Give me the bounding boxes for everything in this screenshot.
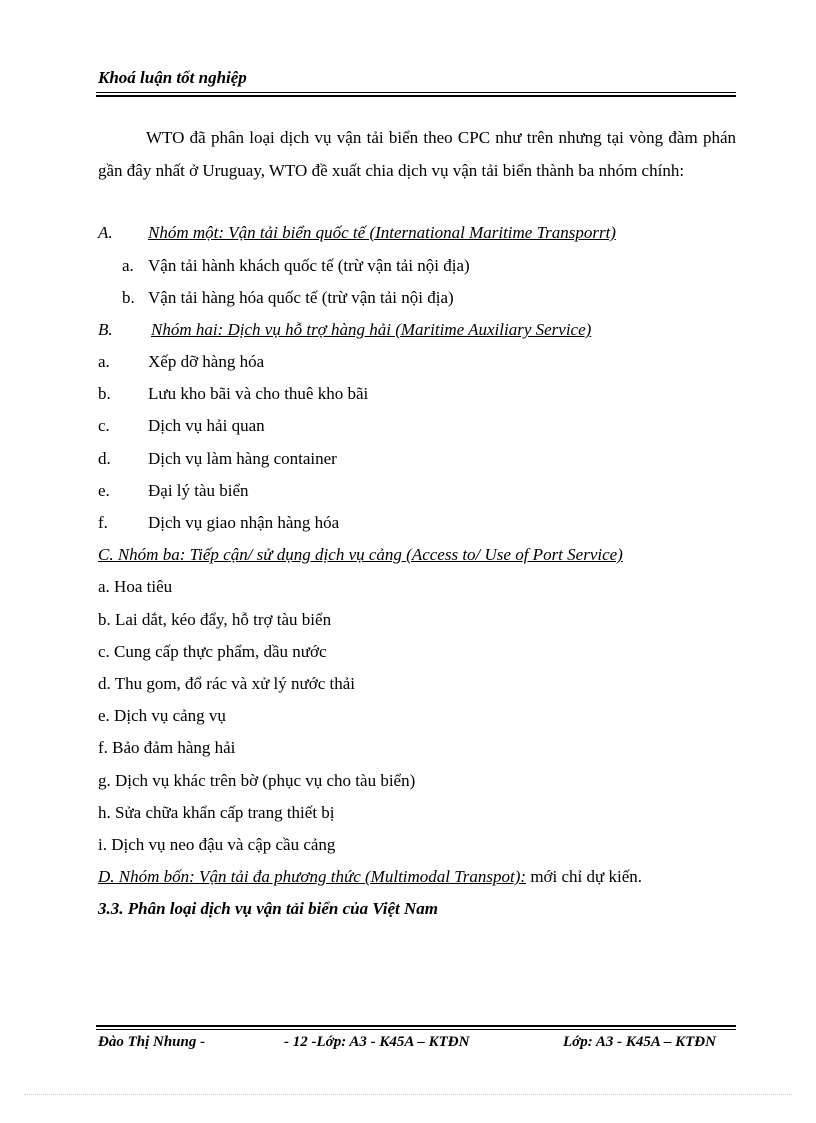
item-text: Vận tải hành khách quốc tế (trừ vận tải nội địa): [148, 256, 470, 275]
list-item: g. Dịch vụ khác trên bờ (phục vụ cho tàu biển): [98, 771, 416, 790]
list-item: [98, 512, 339, 534]
list-item: a. Hoa tiêu: [98, 577, 173, 596]
item-marker: b.: [122, 288, 135, 307]
footer-rule-thick: [96, 1025, 736, 1027]
group-d-heading: [98, 866, 642, 888]
item-text: Dịch vụ làm hàng container: [148, 449, 337, 468]
group-a-marker: A.: [98, 223, 113, 242]
page-edge-divider: [24, 1094, 792, 1095]
footer-author: Đào Thị Nhung -: [98, 1034, 206, 1050]
group-a-title: Nhóm một: Vận tải biển quốc tế (International Maritime Transporrt): [148, 223, 616, 242]
group-a-heading: [98, 222, 616, 244]
item-marker: f.: [98, 513, 108, 532]
list-item: f. Bảo đảm hàng hải: [98, 738, 236, 757]
list-item: i. Dịch vụ neo đậu và cập cầu cảng: [98, 835, 336, 854]
item-text: Dịch vụ hải quan: [148, 416, 265, 435]
item-marker: a.: [98, 352, 110, 371]
item-text: Lưu kho bãi và cho thuê kho bãi: [148, 384, 369, 403]
header-title: Khoá luận tốt nghiệp: [98, 68, 247, 87]
group-b-marker: B.: [98, 320, 113, 339]
item-text: Xếp dỡ hàng hóa: [148, 352, 265, 371]
header-rule-thick: [96, 95, 736, 97]
item-text: Dịch vụ giao nhận hàng hóa: [148, 513, 340, 532]
header-rule: [96, 92, 736, 93]
item-marker: a.: [122, 256, 134, 275]
item-text: Vận tải hàng hóa quốc tế (trừ vận tải nội địa): [148, 288, 454, 307]
list-item: [98, 480, 249, 502]
list-item: [98, 383, 368, 405]
item-marker: b.: [98, 384, 111, 403]
item-marker: d.: [98, 449, 111, 468]
list-item: [98, 415, 265, 437]
item-marker: c.: [98, 416, 110, 435]
footer-class: Lớp: A3 - K45A – KTĐN: [563, 1034, 716, 1050]
list-item: [122, 287, 454, 309]
footer-rule: [96, 1029, 736, 1030]
group-b-title: Nhóm hai: Dịch vụ hỗ trợ hàng hải (Maritime Auxiliary Service): [151, 320, 592, 339]
footer-page: - 12 -Lớp: A3 - K45A – KTĐN: [284, 1034, 470, 1050]
group-c-heading: C. Nhóm ba: Tiếp cận/ sử dụng dịch vụ cảng (Access to/ Use of Port Service): [98, 545, 623, 564]
item-marker: e.: [98, 481, 110, 500]
list-item: [98, 351, 264, 373]
list-item: h. Sửa chữa khẩn cấp trang thiết bị: [98, 803, 335, 822]
list-item: b. Lai dắt, kéo đẩy, hỗ trợ tàu biển: [98, 610, 332, 629]
list-item: e. Dịch vụ cảng vụ: [98, 706, 226, 725]
group-b-heading: [98, 319, 591, 341]
section-heading: 3.3. Phân loại dịch vụ vận tải biển của Việt Nam: [98, 899, 439, 918]
intro-paragraph: WTO đã phân loại dịch vụ vận tải biển theo CPC như trên nhưng tại vòng đàm phán gần đây nhất ở Uruguay, WTO đề xuất chia dịch vụ vận tải biển thành ba nhóm chính:: [98, 128, 736, 180]
list-item: c. Cung cấp thực phẩm, dầu nước: [98, 642, 327, 661]
list-item: [122, 255, 470, 277]
group-d-note: mới chỉ dự kiến.: [526, 867, 642, 886]
list-item: [98, 448, 337, 470]
item-text: Đại lý tàu biển: [148, 481, 249, 500]
group-d-title: D. Nhóm bốn: Vận tải đa phương thức (Multimodal Transpot):: [98, 867, 527, 886]
list-item: d. Thu gom, đổ rác và xử lý nước thải: [98, 674, 356, 693]
